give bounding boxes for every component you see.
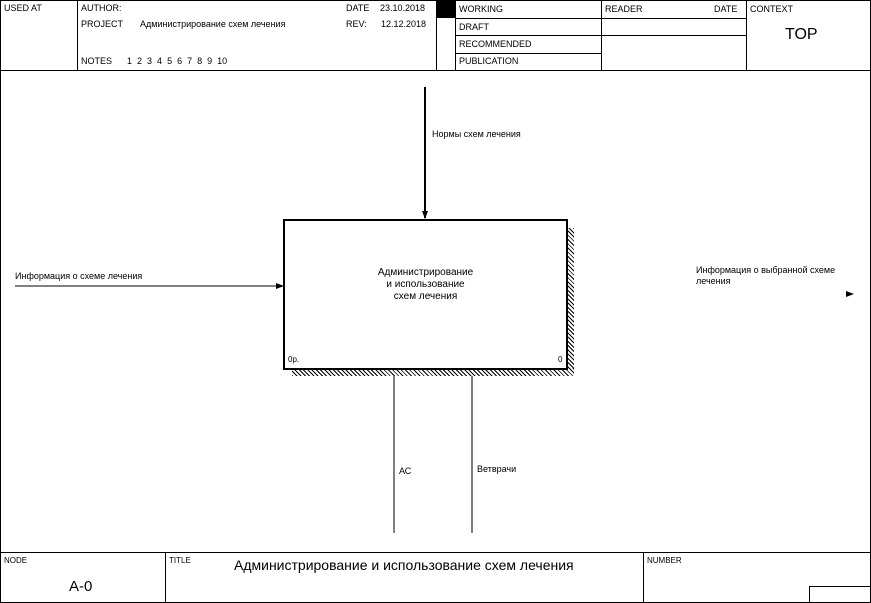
output-arrowhead: [846, 291, 854, 297]
input-label[interactable]: Информация о схеме лечения: [15, 271, 143, 281]
date-value: 23.10.2018: [380, 3, 426, 13]
context-value: TOP: [785, 26, 818, 43]
notes-label: NOTES: [81, 56, 113, 66]
project-label: PROJECT: [81, 19, 124, 29]
note-number: 7: [187, 56, 193, 66]
control-label[interactable]: Нормы схем лечения: [432, 129, 521, 139]
output-label-line: лечения: [696, 276, 731, 286]
note-number: 9: [207, 56, 213, 66]
activity-title-line: Администрирование: [377, 267, 474, 278]
note-number: 4: [157, 56, 163, 66]
number-label: NUMBER: [647, 556, 682, 565]
activity-cost: 0р.: [288, 355, 300, 364]
note-number: 3: [147, 56, 153, 66]
rev-value: 12.12.2018: [381, 19, 427, 29]
note-number: 1: [127, 56, 133, 66]
used-at-label: USED AT: [4, 3, 42, 13]
activity-title-line: и использование: [386, 279, 465, 290]
node-label: NODE: [4, 556, 28, 565]
mechanism-label-vets[interactable]: Ветврачи: [477, 464, 517, 474]
footer-corner-box: [809, 586, 871, 603]
mechanism-label-as[interactable]: АС: [399, 466, 412, 476]
rev-label: REV:: [346, 19, 367, 29]
title-label: TITLE: [169, 556, 191, 565]
note-number: 8: [197, 56, 203, 66]
activity-title: [285, 267, 566, 303]
activity-title-line: схем лечения: [393, 291, 458, 302]
project-name: Администрирование схем лечения: [140, 19, 286, 29]
note-number: 10: [217, 56, 228, 66]
reader-label: READER: [605, 4, 643, 14]
author-label: AUTHOR:: [81, 3, 122, 13]
note-number: 5: [167, 56, 173, 66]
note-number: 2: [137, 56, 143, 66]
status-publication: PUBLICATION: [459, 56, 519, 66]
reader-date-label: DATE: [714, 4, 738, 14]
status-draft: DRAFT: [459, 22, 489, 32]
activity-number: 0: [558, 355, 563, 364]
date-label: DATE: [346, 3, 370, 13]
node-value: А-0: [69, 578, 93, 595]
activity-box[interactable]: [283, 219, 568, 370]
status-working: WORKING: [459, 4, 503, 14]
context-label: CONTEXT: [750, 4, 794, 14]
status-recommended: RECOMMENDED: [459, 39, 532, 49]
note-number: 6: [177, 56, 183, 66]
footer-title: Администрирование и использование схем лечения: [234, 557, 574, 573]
output-label-line: Информация о выбранной схеме: [696, 265, 836, 275]
output-label[interactable]: [696, 265, 835, 287]
